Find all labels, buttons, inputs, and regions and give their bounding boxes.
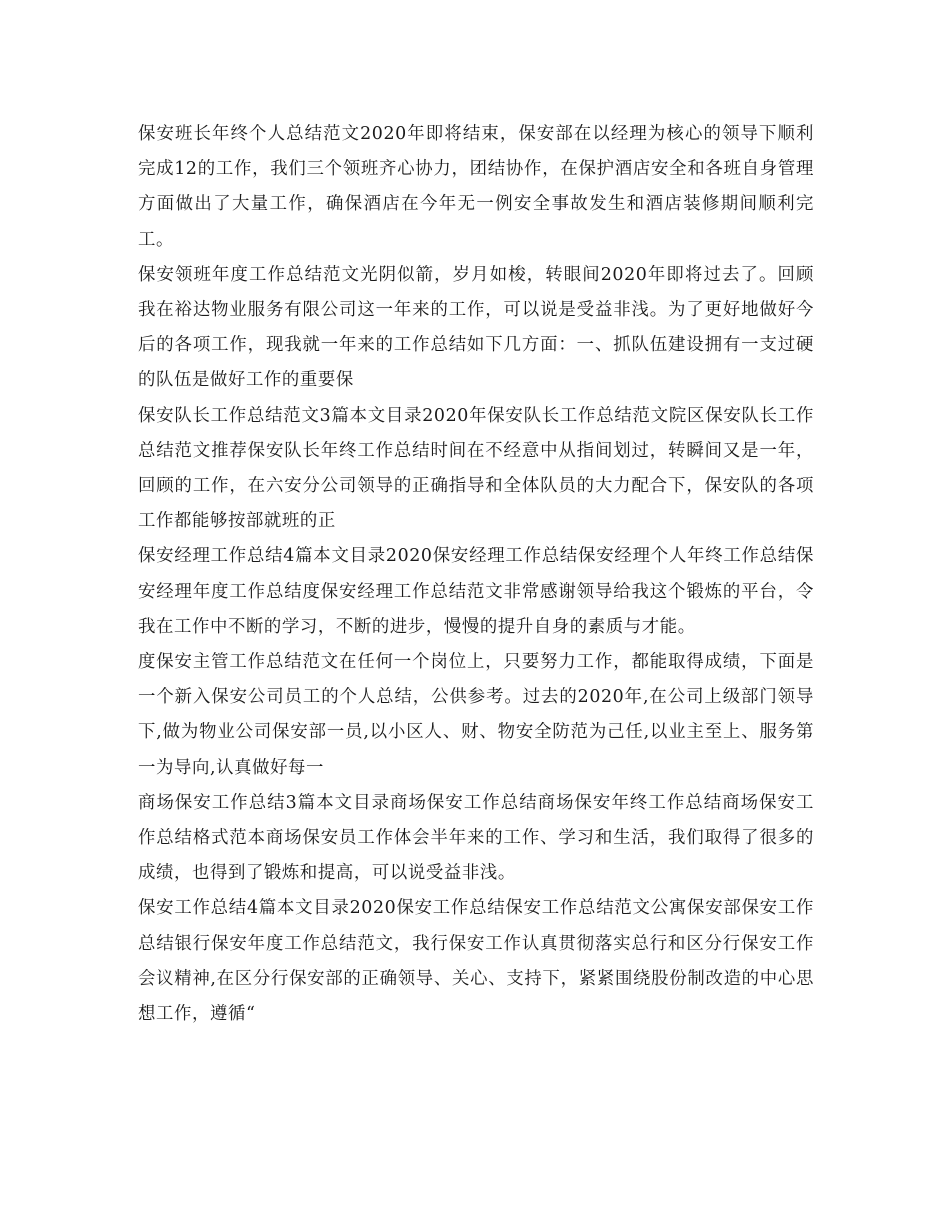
paragraph-2: 保安领班年度工作总结范文光阴似箭，岁月如梭，转眼间2020年即将过去了。回顾我在裕达物业服务有限公司这一年来的工作，可以说是受益非浅。为了更好地做好今后的各项工作，现我就一年来的工作总结如下几方面：一、抓队伍建设拥有一支过硬的队伍是做好工作的重要保 <box>138 264 814 391</box>
document-body <box>138 117 814 1032</box>
paragraph-7: 保安工作总结4篇本文目录2020保安工作总结保安工作总结范文公寓保安部保安工作总结银行保安年度工作总结范文，我行保安工作认真贯彻落实总行和区分行保安工作会议精神,在区分行保安部的正确领导、关心、支持下，紧紧围绕股份制改造的中心思想工作，遵循“ <box>138 898 814 1025</box>
paragraph-1: 保安班长年终个人总结范文2020年即将结束，保安部在以经理为核心的领导下顺利完成12的工作，我们三个领班齐心协力，团结协作，在保护酒店安全和各班自身管理方面做出了大量工作，确保酒店在今年无一例安全事故发生和酒店装修期间顺利完工。 <box>138 124 814 250</box>
paragraph-6: 商场保安工作总结3篇本文目录商场保安工作总结商场保安年终工作总结商场保安工作总结格式范本商场保安员工作体会半年来的工作、学习和生活，我们取得了很多的成绩，也得到了锻炼和提高，可以说受益非浅。 <box>138 792 814 884</box>
paragraph-4: 保安经理工作总结4篇本文目录2020保安经理工作总结保安经理个人年终工作总结保安经理年度工作总结度保安经理工作总结范文非常感谢领导给我这个锻炼的平台，令我在工作中不断的学习，不断的进步，慢慢的提升自身的素质与才能。 <box>138 546 814 637</box>
paragraph-5: 度保安主管工作总结范文在任何一个岗位上，只要努力工作，都能取得成绩，下面是一个新入保安公司员工的个人总结，公供参考。过去的2020年,在公司上级部门领导下,做为物业公司保安部一员,以小区人、财、物安全防范为己任,以业主至上、服务第一为导向,认真做好每一 <box>138 652 814 778</box>
paragraph-3: 保安队长工作总结范文3篇本文目录2020年保安队长工作总结范文院区保安队长工作总结范文推荐保安队长年终工作总结时间在不经意中从指间划过，转瞬间又是一年，回顾的工作，在六安分公司领导的正确指导和全体队员的大力配合下，保安队的各项工作都能够按部就班的正 <box>138 405 814 532</box>
